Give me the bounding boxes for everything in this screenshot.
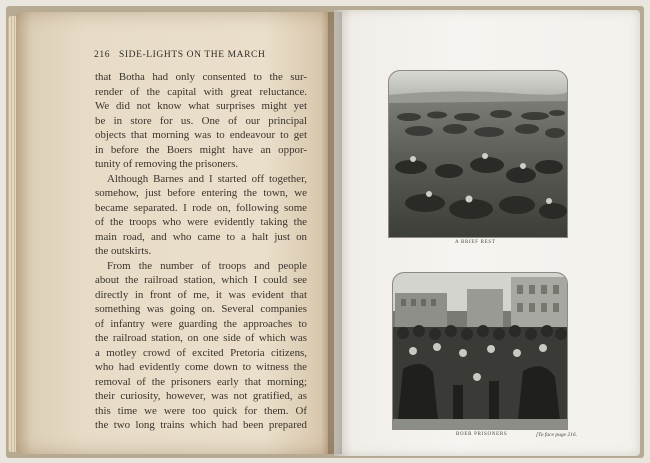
photo-boer-prisoners: [392, 272, 568, 430]
text-line: of infantry were guarding the approaches to: [95, 317, 307, 330]
text-line: in before the Boers might have an oppor-: [95, 143, 307, 156]
page-number: 216: [94, 50, 111, 60]
text-line: From the number of troops and people: [107, 259, 307, 272]
text-line: who had evidently come down to witness the: [95, 361, 307, 373]
photo-caption: BOER PRISONERS: [456, 432, 508, 437]
text-line: that Botha had only consented to the sur-: [95, 71, 307, 83]
text-line: the two long trains which had been prepared: [95, 419, 307, 431]
text-line: Although Barnes and I started off together,: [107, 172, 307, 185]
photo-brief-rest: [388, 70, 568, 238]
photo-brief-rest-image: [389, 71, 567, 237]
text-line: about the railroad station, which I could see: [95, 274, 307, 286]
text-line: tunity of removing the prisoners.: [95, 158, 239, 170]
text-line: main road, and who came to a halt just on: [95, 230, 307, 243]
text-line: something was going on. Several companies: [95, 303, 307, 315]
text-line: removal of the prisoners early that morning;: [95, 375, 307, 388]
text-line: directly in front of me, it was evident that: [95, 288, 307, 301]
text-line: be in store for us. One of our principal: [95, 114, 307, 127]
text-line: the outskirts.: [95, 245, 152, 257]
text-line: render of the capital with great reluctance.: [95, 85, 307, 98]
text-line: this time we were too quick for them. Of: [95, 404, 307, 417]
book-gutter: [328, 12, 342, 454]
text-line: a motley crowd of excited Pretoria citizens,: [95, 346, 307, 359]
text-line: their curiosity, however, was not gratified, as: [95, 390, 307, 402]
text-line: somehow, just before entering the town, we: [95, 187, 307, 199]
photo-boer-prisoners-image: [393, 273, 567, 429]
text-line: the railroad station, on one side of which was: [95, 332, 307, 344]
text-line: We did not know what surprises might yet: [95, 100, 307, 112]
text-line: of the troops who were evidently taking the: [95, 216, 307, 228]
body-text: [95, 70, 307, 433]
running-head: [94, 50, 306, 60]
photo-caption: A BRIEF REST: [455, 240, 496, 245]
facing-page-note: [To face page 216.: [536, 432, 578, 438]
text-line: became separated. I rode on, following some: [95, 201, 307, 214]
running-head-title: SIDE-LIGHTS ON THE MARCH: [118, 50, 266, 60]
text-line: objects that morning was to endeavour to get: [95, 129, 307, 141]
